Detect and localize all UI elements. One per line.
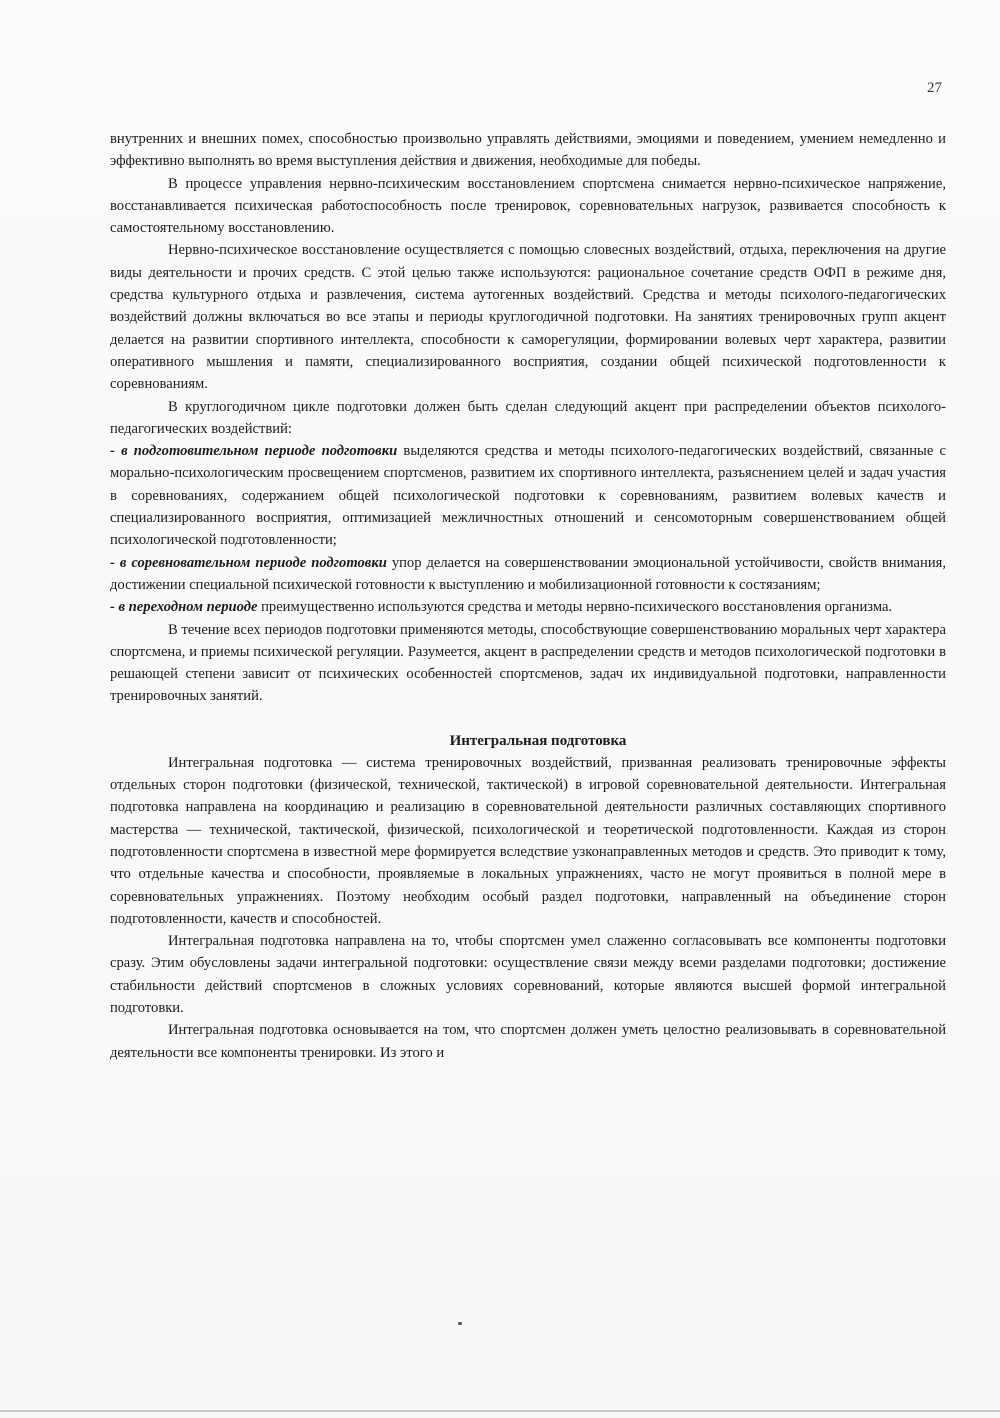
list-item-transition-text: преимущественно используются средства и методы нервно-психического восстановления организма. [257, 599, 893, 616]
scan-edge-line [0, 1410, 1000, 1412]
list-item-competitive-text: упор делается на совершенствовании эмоциональной устойчивости, свойств внимания, достижении специальной психической готовности к выступлению и мобилизационной готовности к состязаниям; [110, 554, 946, 593]
page-body [110, 128, 946, 1064]
paragraph-integral-basis: Интегральная подготовка основывается на том, что спортсмен должен уметь целостно реализовывать в соревновательной деятельности все компоненты тренировки. Из этого и [110, 1022, 946, 1061]
paragraph-integral-definition: Интегральная подготовка — система тренировочных воздействий, призванная реализовать тренировочные эффекты отдельных сторон подготовки (физической, технической, тактической) в игровой соревновательной деятельности. Интегральная подготовка направлена на координацию и реализацию в соревновательной деятельности различных составляющих спортивного мастерства — технической, тактической, физической, психологической и теоретической подготовленности. Каждая из сторон подготовленности спортсмена в известной мере формируется вследствие узконаправленных методов и средств. Это приводит к тому, что отдельные качества и способности, проявляемые в локальных упражнениях, часто не могут проявиться в полной мере в соревновательных упражнениях. Поэтому необходим особый раздел подготовки, направленный на объединение сторон подготовленности, качеств и способностей. [110, 754, 946, 927]
list-item-preparatory-text: выделяются средства и методы психолого-педагогических воздействий, связанные с морально-психологическим просвещением спортсменов, развитием их спортивного интеллекта, разъяснением целей и задач участия в соревнованиях, содержанием общей психологической подготовки к соревнованиям, развитием волевых качеств и специализированного восприятия, оптимизацией межличностных отношений и сенсомоторным совершенствованием общей психологической подготовленности; [110, 443, 946, 549]
paragraph-integral-tasks: Интегральная подготовка направлена на то, чтобы спортсмен умел слаженно согласовывать все компоненты подготовки сразу. Этим обусловлены задачи интегральной подготовки: осуществление связи между всеми разделами подготовки; достижение стабильности действий спортсменов в сложных условиях соревнований, которые являются высшей формой интегральной подготовки. [110, 933, 946, 1016]
list-item-transition-period [110, 596, 946, 618]
paragraph-neuro-recovery-management: В процессе управления нервно-психическим восстановлением спортсмена снимается нервно-психическое напряжение, восстанавливается психическая работоспособность после тренировок, соревновательных нагрузок, развивается способность к самостоятельному восстановлению. [110, 175, 946, 237]
paragraph-yearly-cycle: В круглогодичном цикле подготовки должен быть сделан следующий акцент при распределении объектов психолого-педагогических воздействий: [110, 398, 946, 437]
list-item-preparatory-label: - в подготовительном периоде подготовки [110, 443, 398, 460]
paragraph-continuation: внутренних и внешних помех, способностью произвольно управлять действиями, эмоциями и поведением, умением немедленно и эффективно выполнять во время выступления действия и движения, необходимые для победы. [110, 131, 946, 170]
list-item-competitive-label: - в соревновательном периоде подготовки [110, 554, 387, 571]
list-item-preparatory-period [110, 440, 946, 551]
section-title: Интегральная подготовка [449, 732, 627, 749]
paragraph-all-periods: В течение всех периодов подготовки применяются методы, способствующие совершенствованию моральных черт характера спортсмена, и приемы психической регуляции. Разумеется, акцент в распределении средств и методов психологической подготовки в решающей степени зависит от психических особенностей спортсменов, задач их индивидуальной подготовки, направленности тренировочных занятий. [110, 621, 946, 705]
list-item-transition-label: - в переходном периоде [110, 599, 258, 616]
scan-speck [458, 1322, 462, 1325]
paragraph-neuro-recovery-methods: Нервно-психическое восстановление осуществляется с помощью словесных воздействий, отдыха, переключения на другие виды деятельности и прочих средств. С этой целью также используются: рациональное сочетание средств ОФП в режиме дня, средства культурного отдыха и развлечения, система аутогенных воздействий. Средства и методы психолого-педагогических воздействий должны включаться во все этапы и периоды круглогодичной подготовки. На занятиях тренировочных групп акцент делается на развитии спортивного интеллекта, способности к саморегуляции, формировании волевых черт характера, развитии оперативного мышления и памяти, специализированного восприятия, создании общей психической подготовленности к соревнованиям. [110, 242, 946, 393]
page-number: 27 [927, 80, 942, 96]
list-item-competitive-period [110, 552, 946, 597]
